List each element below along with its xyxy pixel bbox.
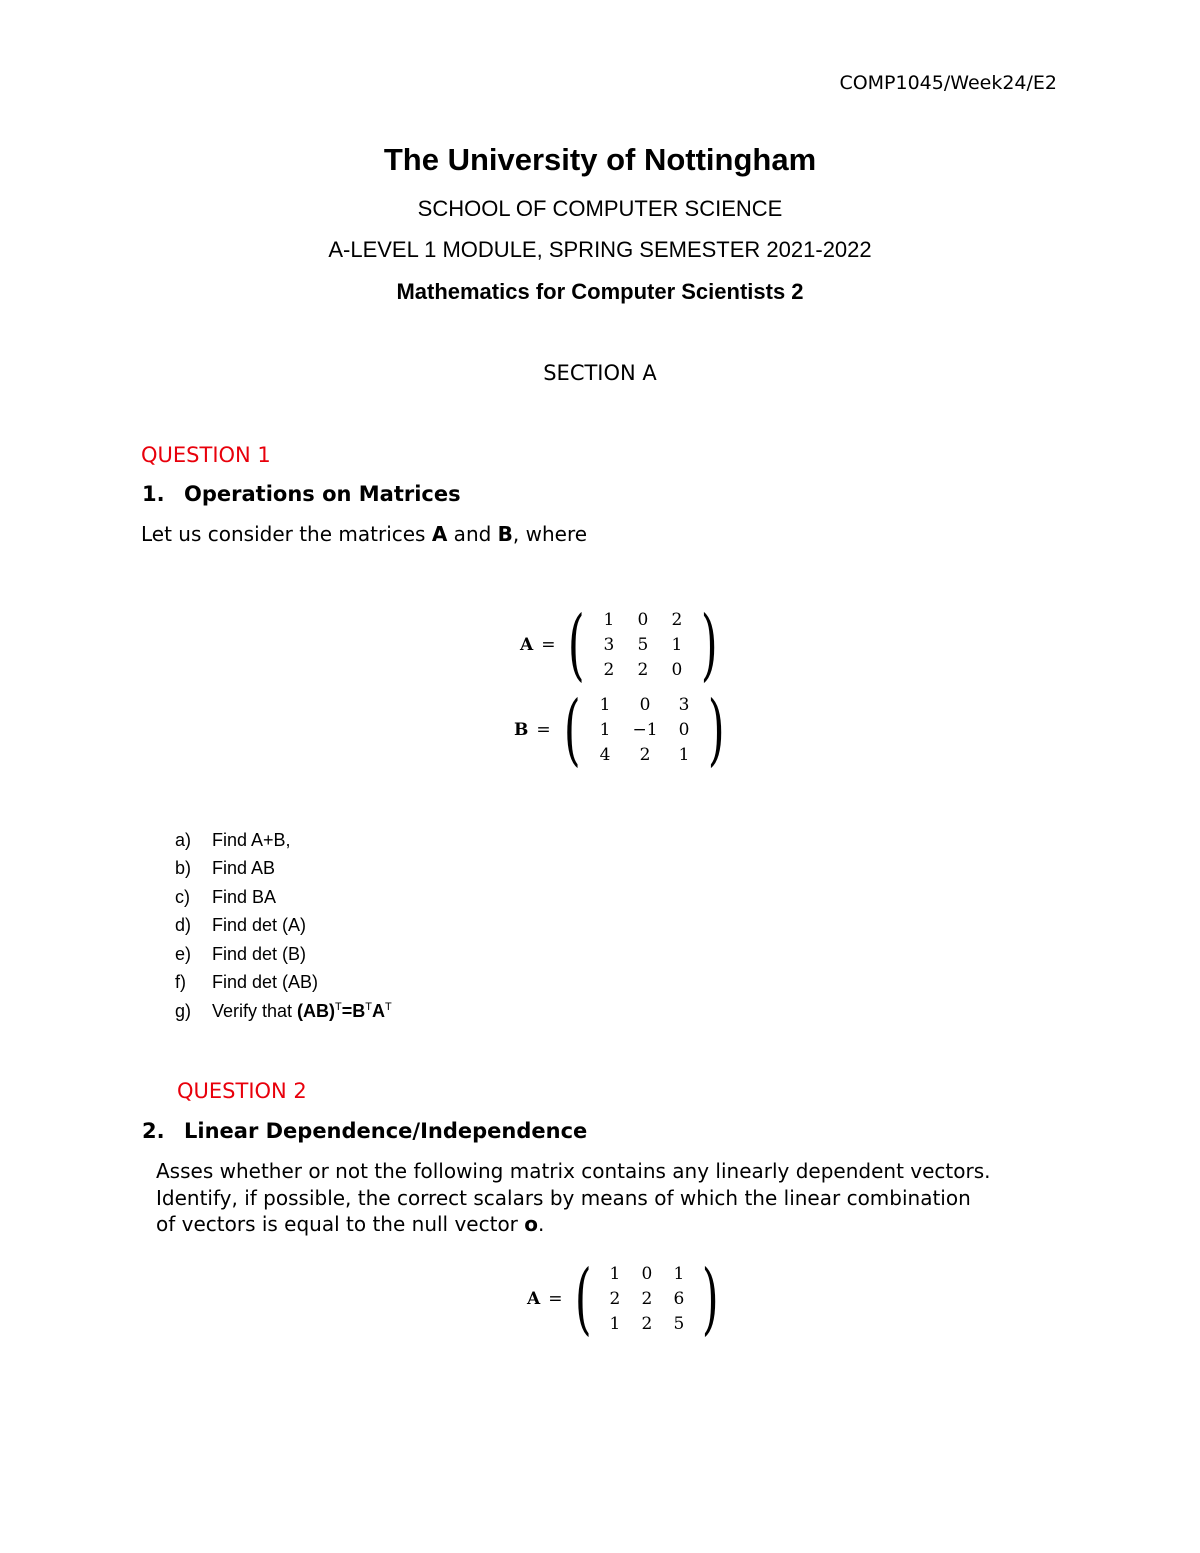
list-item-text bbox=[212, 1001, 392, 1022]
module-info: A-LEVEL 1 MODULE, SPRING SEMESTER 2021-2022 bbox=[328, 237, 872, 262]
question-1-intro bbox=[141, 522, 587, 546]
list-item bbox=[175, 826, 392, 855]
matrix-a-grid bbox=[592, 608, 694, 683]
intro-matrix-b: B bbox=[497, 522, 513, 546]
list-item-text: Find det (A) bbox=[212, 915, 307, 936]
section-heading: SECTION A bbox=[543, 361, 657, 385]
list-item-g bbox=[175, 997, 392, 1026]
question-2-subheading bbox=[142, 1119, 587, 1143]
school-name: SCHOOL OF COMPUTER SCIENCE bbox=[417, 196, 783, 221]
left-paren: ( bbox=[563, 685, 581, 775]
matrix-cell: 1 bbox=[603, 610, 615, 630]
matrix-cell: 5 bbox=[637, 635, 649, 655]
list-item-letter: a) bbox=[175, 829, 192, 850]
matrix-cell: 1 bbox=[599, 695, 611, 715]
matrix-cell: 0 bbox=[637, 610, 649, 630]
matrix-cell: 3 bbox=[603, 635, 615, 655]
matrix-cell: 2 bbox=[609, 1289, 621, 1309]
question-2-line-2: Identify, if possible, the correct scalars by means of which the linear combination bbox=[156, 1185, 971, 1210]
matrix-cell: 2 bbox=[637, 660, 649, 680]
intro-text-and: and bbox=[447, 522, 498, 546]
matrix-a bbox=[520, 600, 724, 690]
matrix-a-label: A bbox=[520, 635, 534, 655]
intro-text-suffix: , where bbox=[512, 522, 588, 546]
matrix-cell: 5 bbox=[673, 1314, 685, 1334]
matrix-cell: 2 bbox=[641, 1314, 653, 1334]
matrix-cell: 4 bbox=[599, 745, 611, 765]
list-item-letter: f) bbox=[175, 972, 186, 993]
question-1-subheading bbox=[142, 482, 461, 506]
list-item bbox=[175, 855, 392, 884]
verify-a: A bbox=[372, 1000, 386, 1021]
matrix-cell: 0 bbox=[639, 695, 651, 715]
list-item-text: Find AB bbox=[212, 858, 276, 879]
matrix-cell: 2 bbox=[639, 745, 651, 765]
matrix-cell: 2 bbox=[641, 1289, 653, 1309]
list-item bbox=[175, 912, 392, 941]
page-code: COMP1045/Week24/E2 bbox=[839, 72, 1057, 94]
list-item bbox=[175, 940, 392, 969]
list-item-text: Find BA bbox=[212, 886, 277, 907]
line-3-text: of vectors is equal to the null vector bbox=[156, 1212, 525, 1236]
matrix-a-equals: = bbox=[541, 635, 556, 655]
question-1-number: 1. bbox=[142, 482, 165, 506]
matrix-cell: 0 bbox=[671, 660, 683, 680]
course-title: Mathematics for Computer Scientists 2 bbox=[396, 279, 804, 304]
matrix-cell: 3 bbox=[678, 695, 690, 715]
question-2-line-3 bbox=[156, 1211, 1086, 1238]
intro-text: Let us consider the matrices bbox=[141, 522, 432, 546]
question-2-body bbox=[156, 1158, 1086, 1238]
matrix-cell: 1 bbox=[609, 1314, 621, 1334]
matrix-cell: 1 bbox=[599, 720, 611, 740]
matrix-a-grid bbox=[599, 1262, 695, 1337]
left-paren: ( bbox=[575, 1254, 593, 1344]
matrix-cell: 0 bbox=[678, 720, 690, 740]
list-item-letter: c) bbox=[175, 886, 190, 907]
matrix-b bbox=[514, 685, 732, 775]
intro-matrix-a: A bbox=[431, 522, 448, 546]
matrix-cell: 1 bbox=[678, 745, 690, 765]
matrix-a-equals: = bbox=[548, 1289, 563, 1309]
question-2-line-1: Asses whether or not the following matrix contains any linearly dependent vectors. bbox=[156, 1159, 991, 1183]
matrix-b-label: B bbox=[514, 720, 529, 740]
right-paren: ) bbox=[700, 600, 718, 690]
matrix-b-grid bbox=[587, 693, 701, 768]
list-item bbox=[175, 883, 392, 912]
question-2-number: 2. bbox=[142, 1119, 165, 1143]
transpose-sup: T bbox=[385, 1000, 392, 1013]
matrix-cell: 0 bbox=[641, 1264, 653, 1284]
question-2-matrix-a bbox=[527, 1254, 725, 1344]
verify-prefix: Verify that bbox=[212, 1000, 298, 1021]
list-item-letter: d) bbox=[175, 915, 192, 936]
left-paren: ( bbox=[568, 600, 586, 690]
verify-ab: (AB) bbox=[297, 1000, 336, 1021]
matrix-cell: 1 bbox=[671, 635, 683, 655]
question-1-title: Operations on Matrices bbox=[184, 482, 461, 506]
verify-eq-b: =B bbox=[341, 1000, 366, 1021]
null-vector: o bbox=[524, 1212, 539, 1236]
question-1-task-list bbox=[175, 826, 392, 1026]
line-3-suffix: . bbox=[538, 1212, 545, 1236]
matrix-cell: 1 bbox=[609, 1264, 621, 1284]
right-paren: ) bbox=[707, 685, 725, 775]
university-title: The University of Nottingham bbox=[383, 142, 817, 177]
list-item-text: Find det (AB) bbox=[212, 972, 319, 993]
question-1-heading: QUESTION 1 bbox=[141, 443, 271, 467]
matrix-cell: −1 bbox=[632, 720, 658, 740]
transpose-sup: T bbox=[365, 1000, 373, 1013]
matrix-cell: 2 bbox=[671, 610, 683, 630]
list-item bbox=[175, 969, 392, 998]
matrix-a-label: A bbox=[527, 1289, 541, 1309]
matrix-cell: 6 bbox=[673, 1289, 685, 1309]
list-item-text: Find A+B, bbox=[212, 829, 291, 850]
transpose-sup: T bbox=[335, 1000, 342, 1013]
list-item-letter: b) bbox=[175, 858, 192, 879]
matrix-cell: 2 bbox=[603, 660, 615, 680]
list-item-letter: g) bbox=[175, 1000, 192, 1021]
question-2-title: Linear Dependence/Independence bbox=[184, 1119, 588, 1143]
right-paren: ) bbox=[701, 1254, 719, 1344]
question-2-heading: QUESTION 2 bbox=[177, 1079, 307, 1103]
list-item-letter: e) bbox=[175, 943, 192, 964]
matrix-cell: 1 bbox=[673, 1264, 685, 1284]
list-item-text: Find det (B) bbox=[212, 943, 307, 964]
matrix-b-equals: = bbox=[536, 720, 551, 740]
